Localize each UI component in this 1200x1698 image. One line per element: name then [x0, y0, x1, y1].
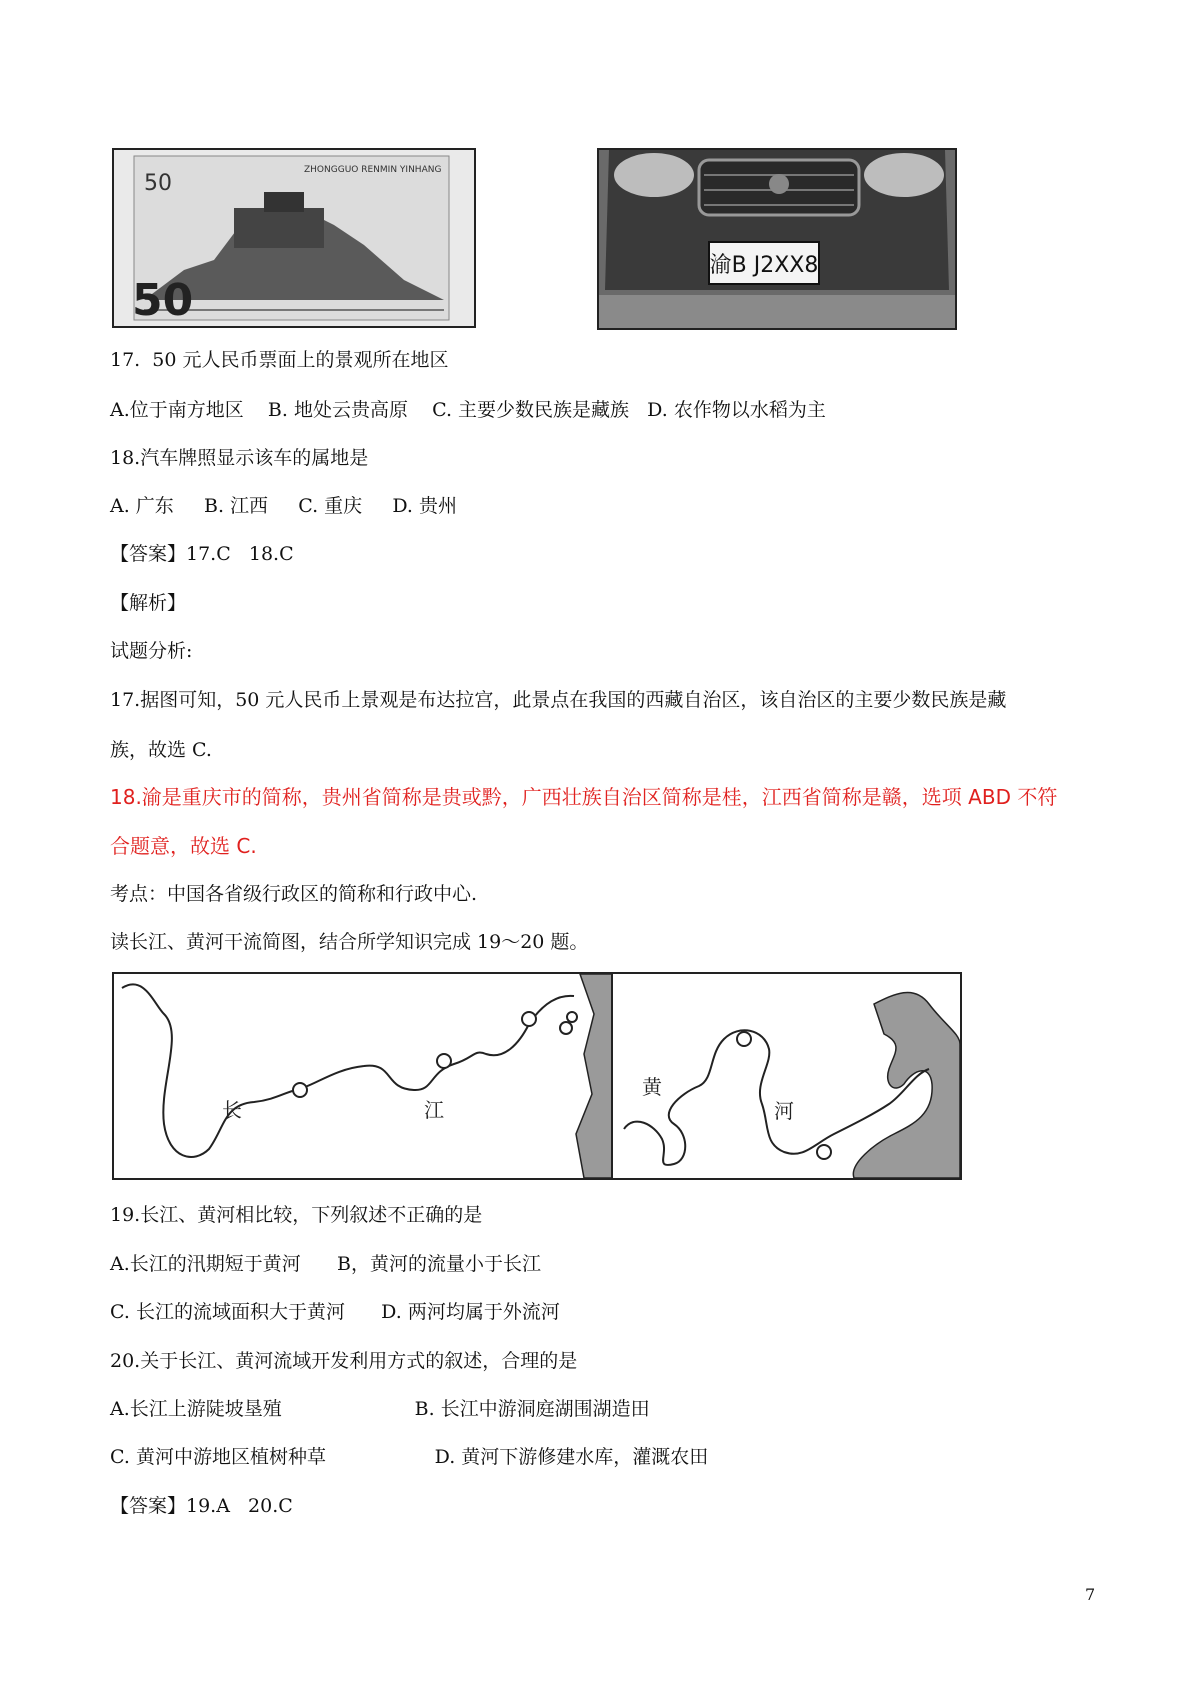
car-image	[597, 148, 957, 330]
map-intro: 读长江、黄河干流简图，结合所学知识完成 19～20 题。	[110, 931, 589, 953]
banknote-image	[112, 148, 476, 328]
yangtze-label-chang: 长	[222, 1098, 242, 1122]
q17-stem: 17. 50 元人民币票面上的景观所在地区	[110, 349, 449, 371]
explanation-18-line2: 合题意，故选 C.	[110, 834, 257, 858]
explanation-18-line1: 18.渝是重庆市的简称，贵州省简称是贵或黔，广西壮族自治区简称是桂，江西省简称是赣，选项 ABD 不符	[110, 785, 1058, 809]
kaodian-note: 考点：中国各省级行政区的简称和行政中心.	[110, 883, 478, 905]
q20-stem: 20.关于长江、黄河流域开发利用方式的叙述，合理的是	[110, 1350, 578, 1372]
banknote-top-denomination: 50	[144, 171, 172, 196]
yangtze-label-jiang: 江	[424, 1098, 444, 1122]
yellow-river-label-he: 河	[774, 1099, 794, 1123]
explanation-17-line1: 17.据图可知，50 元人民币上景观是布达拉宫，此景点在我国的西藏自治区，该自治区的主要少数民族是藏	[110, 689, 1007, 711]
q17-options: A.位于南方地区 B. 地处云贵高原 C. 主要少数民族是藏族 D. 农作物以水稻为主	[110, 399, 826, 421]
page-number: 7	[1085, 1585, 1096, 1604]
q18-options: A. 广东 B. 江西 C. 重庆 D. 贵州	[110, 495, 458, 517]
banknote-serial-text: ZHONGGUO RENMIN YINHANG	[304, 165, 442, 175]
analysis-subheading: 试题分析:	[110, 640, 193, 662]
q19-stem: 19.长江、黄河相比较，下列叙述不正确的是	[110, 1204, 483, 1226]
yellow-river-label-huang: 黄	[642, 1075, 662, 1099]
q20-options-line2: C. 黄河中游地区植树种草 D. 黄河下游修建水库，灌溉农田	[110, 1446, 709, 1468]
q19-options-line1: A.长江的汛期短于黄河 B，黄河的流量小于长江	[110, 1253, 541, 1275]
answer-19-20: 【答案】19.A 20.C	[110, 1495, 293, 1517]
q18-stem: 18.汽车牌照显示该车的属地是	[110, 447, 369, 469]
q20-options-line1: A.长江上游陡坡垦殖 B. 长江中游洞庭湖围湖造田	[110, 1398, 650, 1420]
license-plate-text: 渝B J2XX8	[709, 253, 819, 278]
banknote-bottom-denomination: 50	[132, 275, 194, 326]
answer-17-18: 【答案】17.C 18.C	[110, 543, 294, 565]
explanation-17-line2: 族，故选 C.	[110, 739, 212, 761]
q19-options-line2: C. 长江的流域面积大于黄河 D. 两河均属于外流河	[110, 1301, 560, 1323]
river-map	[112, 972, 962, 1180]
analysis-heading: 【解析】	[110, 592, 187, 614]
